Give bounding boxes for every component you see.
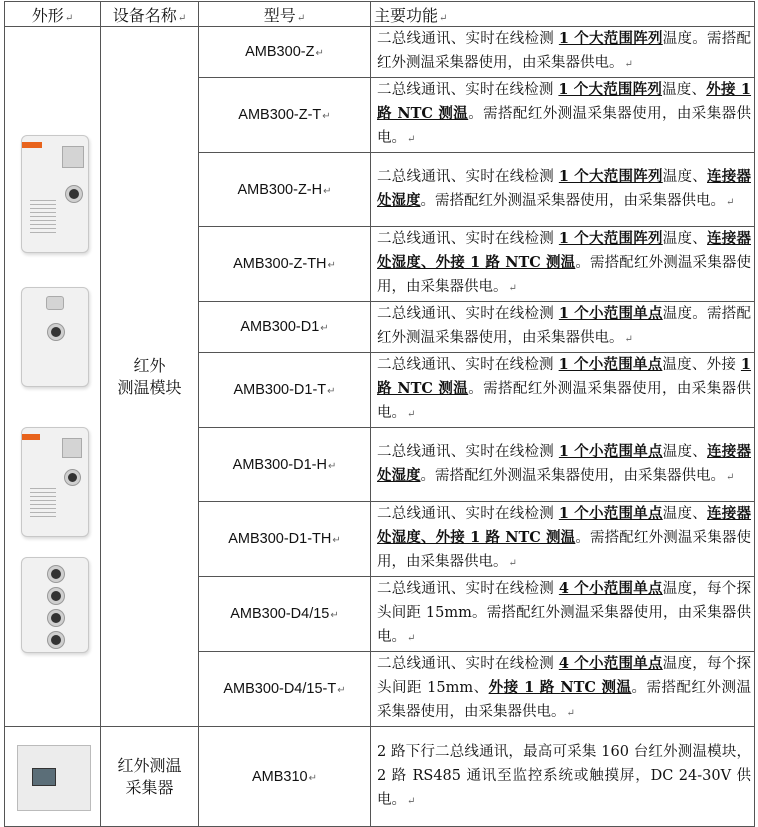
function-cell xyxy=(371,302,755,353)
highlight-text: 1 个大范围阵列 xyxy=(558,81,663,98)
paragraph-mark-icon: ↵ xyxy=(327,386,336,397)
function-text: 温度、 xyxy=(662,82,707,98)
paragraph-mark-icon: ↵ xyxy=(508,283,517,294)
highlight-text: 外接 1 路 NTC 测温 xyxy=(488,679,632,696)
model-cell xyxy=(199,302,371,353)
function-cell xyxy=(371,27,755,78)
function-text: 温度、 xyxy=(662,231,707,247)
header-device-name: 设备名称↵ xyxy=(101,2,199,27)
module-photos-cell xyxy=(5,27,101,727)
function-text: 二总线通讯、实时在线检测 xyxy=(377,31,559,47)
highlight-text: 1 个小范围单点 xyxy=(558,356,663,373)
paragraph-mark-icon: ↵ xyxy=(439,12,448,24)
function-text: 温度、 xyxy=(662,168,707,185)
collector-photo xyxy=(17,745,91,811)
table-row xyxy=(5,727,755,827)
paragraph-mark-icon: ↵ xyxy=(508,558,517,569)
paragraph-mark-icon: ↵ xyxy=(308,772,317,784)
device-name-line: 红外测温 xyxy=(117,755,182,775)
device-name-collector xyxy=(101,727,199,827)
function-text: 。需搭配红外测温采集器使用，由采集器供电。 xyxy=(377,255,752,295)
device-name-line: 采集器 xyxy=(125,777,174,797)
model-cell xyxy=(199,27,371,78)
function-text: 。需搭配红外测温采集器使用，由采集器供电。 xyxy=(377,106,752,146)
paragraph-mark-icon: ↵ xyxy=(624,334,633,345)
model-cell xyxy=(199,78,371,153)
model-label: AMB300-Z-H xyxy=(237,181,323,198)
function-text: 。需搭配红外测温采集器使用，由采集器供电。 xyxy=(377,381,752,421)
array-module-photo xyxy=(21,135,89,253)
highlight-text: 连接器处湿度 xyxy=(377,167,751,209)
highlight-text: 连接器处湿度、外接 1 路 NTC 测温 xyxy=(377,230,751,271)
paragraph-mark-icon: ↵ xyxy=(177,12,187,24)
model-label: AMB300-D1-T xyxy=(233,382,327,398)
humidity-module-photo xyxy=(21,427,89,537)
function-text: 二总线通讯、实时在线检测 xyxy=(377,581,559,597)
paragraph-mark-icon: ↵ xyxy=(407,795,416,807)
paragraph-mark-icon: ↵ xyxy=(407,409,416,420)
model-cell xyxy=(199,727,371,827)
paragraph-mark-icon: ↵ xyxy=(327,460,337,472)
function-text: 温度、外接 xyxy=(662,357,741,373)
paragraph-mark-icon: ↵ xyxy=(327,260,336,271)
header-appearance: 外形↵ xyxy=(5,2,101,27)
function-cell xyxy=(371,353,755,428)
highlight-text: 1 个小范围单点 xyxy=(558,505,663,522)
function-cell xyxy=(371,227,755,302)
device-name-line: 测温模块 xyxy=(117,377,182,397)
device-name-line: 红外 xyxy=(133,355,166,375)
paragraph-mark-icon: ↵ xyxy=(64,12,74,24)
model-cell xyxy=(199,153,371,227)
function-text: 2 路下行二总线通讯，最高可采集 160 台红外测温模块，2 路 RS485 通讯至监控系统或触摸屏，DC 24-30V 供电。 xyxy=(377,743,751,808)
function-text: 二总线通讯、实时在线检测 xyxy=(377,168,559,185)
model-label: AMB300-Z-T xyxy=(238,107,322,123)
model-label: AMB300-D1 xyxy=(240,319,320,335)
function-text: 二总线通讯、实时在线检测 xyxy=(377,231,559,247)
model-cell xyxy=(199,577,371,652)
function-text: 。需搭配红外测温采集器使用，由采集器供电。 xyxy=(420,192,725,209)
function-text: 二总线通讯、实时在线检测 xyxy=(377,357,559,373)
model-cell xyxy=(199,227,371,302)
model-label: AMB300-D1-H xyxy=(232,456,327,473)
function-text: 温度、 xyxy=(662,443,707,460)
device-name-infrared-module xyxy=(101,27,199,727)
four-probe-module-photo xyxy=(21,557,89,653)
highlight-text: 1 个小范围单点 xyxy=(558,305,663,322)
model-label: AMB300-Z xyxy=(245,44,315,60)
model-label: AMB310 xyxy=(251,768,308,785)
highlight-text: 1 路 NTC 测温 xyxy=(377,356,752,397)
function-text: 二总线通讯、实时在线检测 xyxy=(377,506,559,522)
function-text: 二总线通讯、实时在线检测 xyxy=(377,443,559,460)
function-cell xyxy=(371,428,755,502)
model-label: AMB300-D4/15 xyxy=(230,606,330,622)
paragraph-mark-icon: ↵ xyxy=(322,111,331,122)
paragraph-mark-icon: ↵ xyxy=(320,323,329,334)
model-cell xyxy=(199,353,371,428)
highlight-text: 4 个小范围单点 xyxy=(558,655,663,672)
model-cell xyxy=(199,652,371,727)
model-label: AMB300-D1-TH xyxy=(228,531,332,547)
model-cell xyxy=(199,428,371,502)
highlight-text: 1 个大范围阵列 xyxy=(558,167,663,185)
paragraph-mark-icon: ↵ xyxy=(726,471,735,483)
table-row xyxy=(5,27,755,78)
paragraph-mark-icon: ↵ xyxy=(566,708,575,719)
paragraph-mark-icon: ↵ xyxy=(624,59,633,70)
function-text: 温度。需搭配红外测温采集器使用，由采集器供电。 xyxy=(377,31,751,71)
paragraph-mark-icon: ↵ xyxy=(323,185,332,197)
paragraph-mark-icon: ↵ xyxy=(407,134,416,145)
function-text: 温度。需搭配红外测温采集器使用，由采集器供电。 xyxy=(377,306,751,346)
header-row xyxy=(5,2,755,27)
function-cell xyxy=(371,502,755,577)
function-text: 二总线通讯、实时在线检测 xyxy=(377,82,559,98)
function-text: 温度，每个探头间距 15mm、 xyxy=(377,656,751,696)
paragraph-mark-icon: ↵ xyxy=(315,48,324,59)
highlight-text: 1 个小范围单点 xyxy=(558,442,663,460)
function-text: 。需搭配红外测温采集器使用，由采集器供电。 xyxy=(377,530,752,570)
function-cell xyxy=(371,153,755,227)
highlight-text: 1 个大范围阵列 xyxy=(558,30,663,47)
paragraph-mark-icon: ↵ xyxy=(407,633,416,644)
model-cell xyxy=(199,502,371,577)
function-text: 。需搭配红外测温采集器使用，由采集器供电。 xyxy=(377,680,752,720)
function-text: 。需搭配红外测温采集器使用，由采集器供电。 xyxy=(420,467,725,484)
function-cell xyxy=(371,78,755,153)
collector-photo-cell xyxy=(5,727,101,827)
function-cell xyxy=(371,577,755,652)
function-cell xyxy=(371,652,755,727)
paragraph-mark-icon: ↵ xyxy=(726,196,735,208)
product-spec-table xyxy=(4,1,755,827)
function-cell xyxy=(371,727,755,827)
function-text: 温度，每个探头间距 15mm。需搭配红外测温采集器使用，由采集器供电。 xyxy=(377,581,751,645)
function-text: 温度、 xyxy=(662,506,707,522)
paragraph-mark-icon: ↵ xyxy=(330,610,339,621)
function-text: 二总线通讯、实时在线检测 xyxy=(377,656,559,672)
highlight-text: 连接器处湿度、外接 1 路 NTC 测温 xyxy=(377,505,751,546)
paragraph-mark-icon: ↵ xyxy=(337,685,346,696)
header-model: 型号↵ xyxy=(199,2,371,27)
function-text: 二总线通讯、实时在线检测 xyxy=(377,306,559,322)
highlight-text: 1 个大范围阵列 xyxy=(558,230,663,247)
header-function: 主要功能↵ xyxy=(371,2,755,27)
highlight-text: 4 个小范围单点 xyxy=(558,580,663,597)
single-point-module-photo xyxy=(21,287,89,387)
paragraph-mark-icon: ↵ xyxy=(296,12,306,24)
paragraph-mark-icon: ↵ xyxy=(332,535,341,546)
model-label: AMB300-Z-TH xyxy=(233,256,327,272)
highlight-text: 外接 1 路 NTC 测温 xyxy=(377,81,752,122)
highlight-text: 连接器处湿度 xyxy=(377,442,751,484)
model-label: AMB300-D4/15-T xyxy=(223,681,337,697)
